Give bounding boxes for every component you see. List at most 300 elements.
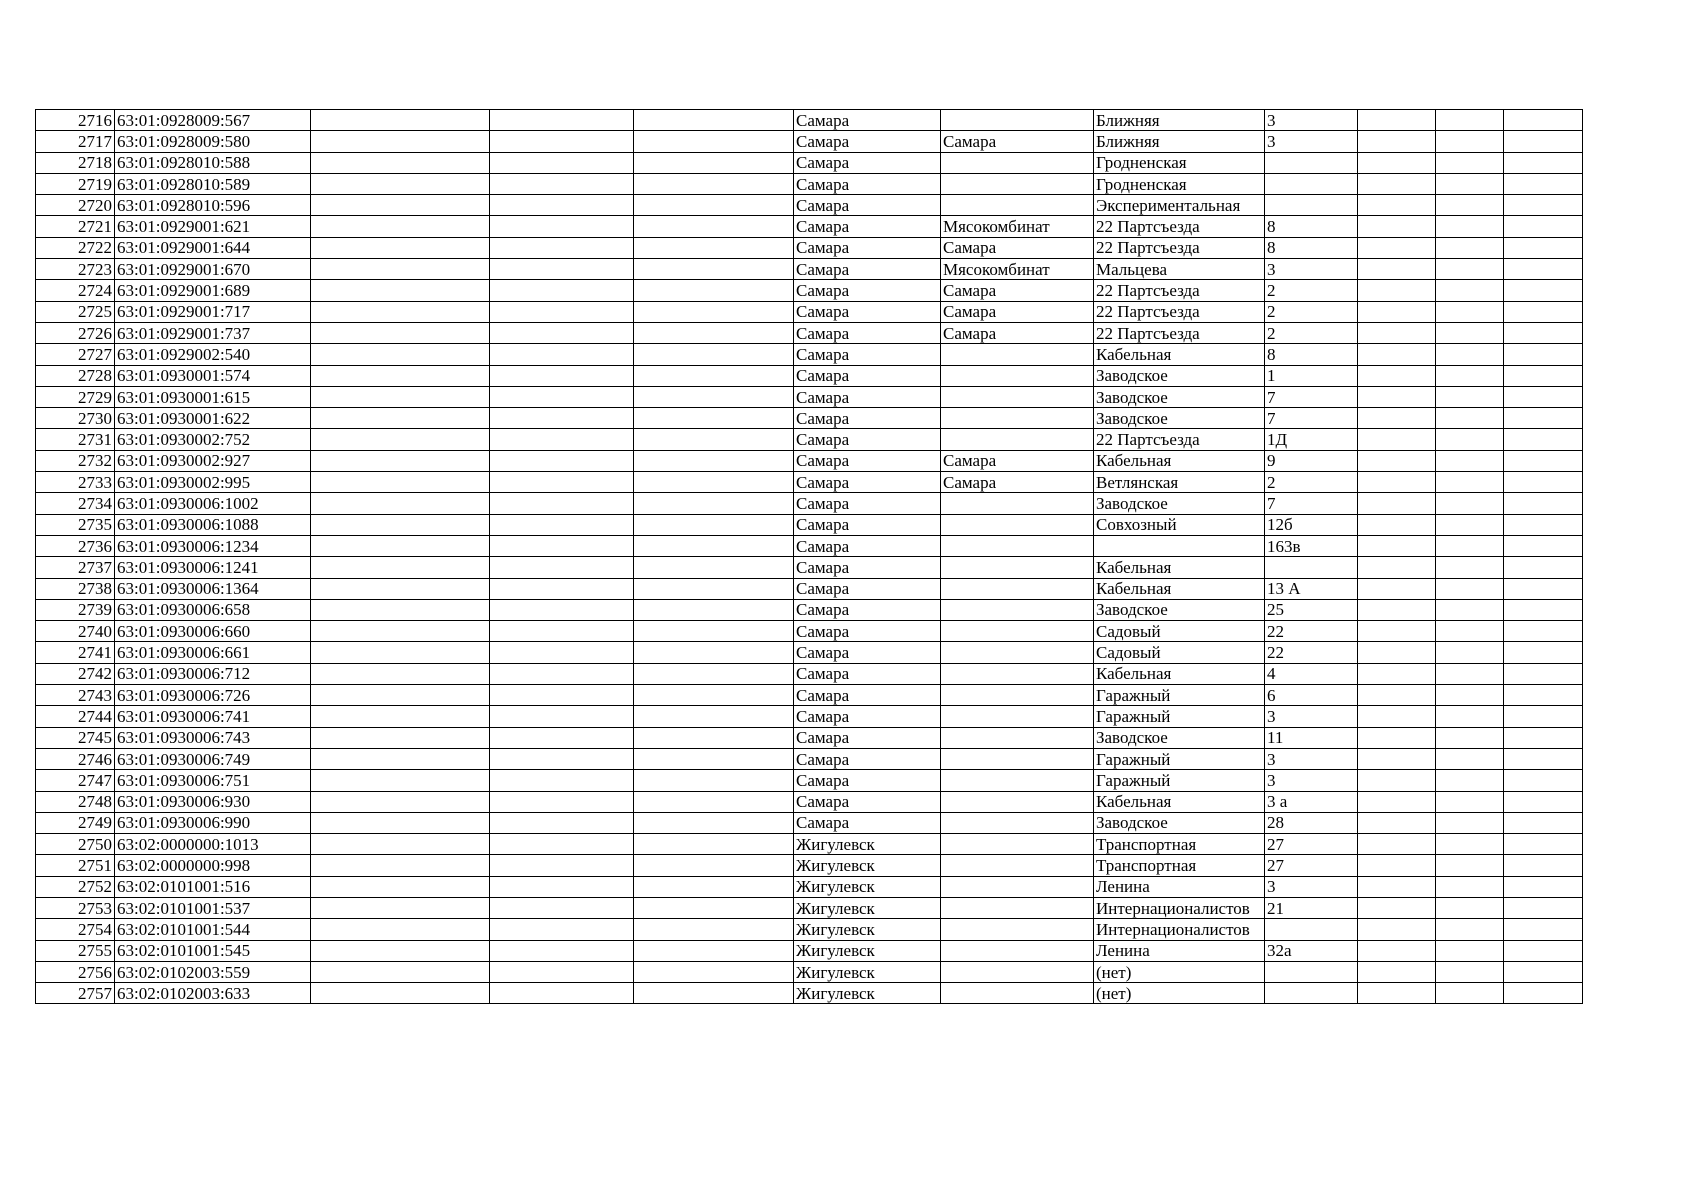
col-4-cell [490,493,634,514]
locality-cell: Самара [941,131,1094,152]
col-12-cell [1504,834,1583,855]
col-5-cell [634,301,794,322]
col-5-cell [634,855,794,876]
city-cell: Самара [794,365,941,386]
col-4-cell [490,237,634,258]
row-number-cell: 2739 [36,599,115,620]
col-3-cell [311,663,490,684]
col-3-cell [311,919,490,940]
col-12-cell [1504,493,1583,514]
cadastral-registry-table [35,109,1583,1004]
house-number-cell [1265,983,1358,1004]
col-12-cell [1504,791,1583,812]
col-3-cell [311,599,490,620]
col-5-cell [634,685,794,706]
cadastral-number-cell: 63:01:0930006:661 [115,642,311,663]
col-12-cell [1504,365,1583,386]
col-11-cell [1436,706,1504,727]
street-cell: 22 Партсъезда [1094,301,1265,322]
street-cell: Кабельная [1094,663,1265,684]
locality-cell [941,493,1094,514]
col-5-cell [634,280,794,301]
locality-cell [941,663,1094,684]
house-number-cell: 32а [1265,940,1358,961]
house-number-cell: 7 [1265,493,1358,514]
col-3-cell [311,855,490,876]
city-cell: Самара [794,110,941,131]
house-number-cell: 27 [1265,834,1358,855]
row-number-cell: 2720 [36,195,115,216]
city-cell: Самара [794,770,941,791]
col-10-cell [1358,919,1436,940]
col-12-cell [1504,429,1583,450]
col-12-cell [1504,472,1583,493]
locality-cell [941,408,1094,429]
city-cell: Самара [794,216,941,237]
col-5-cell [634,493,794,514]
street-cell: Кабельная [1094,450,1265,471]
col-3-cell [311,152,490,173]
cadastral-number-cell: 63:01:0928010:596 [115,195,311,216]
col-11-cell [1436,663,1504,684]
col-12-cell [1504,812,1583,833]
city-cell: Самара [794,685,941,706]
table-row [36,642,1583,663]
table-row [36,408,1583,429]
cadastral-number-cell: 63:01:0928009:567 [115,110,311,131]
row-number-cell: 2726 [36,322,115,343]
city-cell: Самара [794,748,941,769]
locality-cell [941,557,1094,578]
col-10-cell [1358,599,1436,620]
col-12-cell [1504,237,1583,258]
row-number-cell: 2754 [36,919,115,940]
house-number-cell: 2 [1265,280,1358,301]
city-cell: Самара [794,578,941,599]
col-4-cell [490,791,634,812]
cadastral-number-cell: 63:01:0930006:726 [115,685,311,706]
col-4-cell [490,983,634,1004]
house-number-cell: 21 [1265,897,1358,918]
street-cell: (нет) [1094,983,1265,1004]
locality-cell [941,727,1094,748]
col-11-cell [1436,897,1504,918]
locality-cell: Самара [941,450,1094,471]
col-12-cell [1504,280,1583,301]
table-row [36,237,1583,258]
street-cell: Кабельная [1094,578,1265,599]
col-4-cell [490,408,634,429]
col-5-cell [634,386,794,407]
col-12-cell [1504,322,1583,343]
col-5-cell [634,770,794,791]
table-row [36,344,1583,365]
locality-cell [941,195,1094,216]
col-12-cell [1504,621,1583,642]
cadastral-number-cell: 63:02:0101001:516 [115,876,311,897]
cadastral-number-cell: 63:01:0929001:717 [115,301,311,322]
col-5-cell [634,195,794,216]
col-10-cell [1358,514,1436,535]
table-row [36,514,1583,535]
col-3-cell [311,642,490,663]
col-4-cell [490,621,634,642]
cadastral-number-cell: 63:01:0928010:589 [115,173,311,194]
col-10-cell [1358,791,1436,812]
col-11-cell [1436,493,1504,514]
city-cell: Жигулевск [794,983,941,1004]
col-12-cell [1504,131,1583,152]
col-3-cell [311,940,490,961]
table-row [36,812,1583,833]
table-row [36,280,1583,301]
col-3-cell [311,301,490,322]
city-cell: Самара [794,727,941,748]
col-10-cell [1358,706,1436,727]
row-number-cell: 2719 [36,173,115,194]
col-11-cell [1436,685,1504,706]
city-cell: Жигулевск [794,855,941,876]
col-10-cell [1358,748,1436,769]
col-12-cell [1504,535,1583,556]
house-number-cell: 9 [1265,450,1358,471]
street-cell: 22 Партсъезда [1094,237,1265,258]
col-4-cell [490,216,634,237]
col-10-cell [1358,621,1436,642]
col-10-cell [1358,322,1436,343]
col-10-cell [1358,259,1436,280]
col-5-cell [634,110,794,131]
col-12-cell [1504,110,1583,131]
col-11-cell [1436,259,1504,280]
locality-cell [941,578,1094,599]
col-3-cell [311,535,490,556]
col-10-cell [1358,685,1436,706]
house-number-cell: 3 [1265,259,1358,280]
col-4-cell [490,557,634,578]
row-number-cell: 2735 [36,514,115,535]
street-cell: Ближняя [1094,131,1265,152]
city-cell: Самара [794,195,941,216]
row-number-cell: 2732 [36,450,115,471]
house-number-cell [1265,152,1358,173]
table-row [36,770,1583,791]
row-number-cell: 2744 [36,706,115,727]
col-11-cell [1436,855,1504,876]
row-number-cell: 2731 [36,429,115,450]
col-5-cell [634,152,794,173]
col-3-cell [311,685,490,706]
street-cell: Гродненская [1094,173,1265,194]
table-row [36,897,1583,918]
table-row [36,919,1583,940]
col-5-cell [634,940,794,961]
locality-cell [941,685,1094,706]
col-3-cell [311,429,490,450]
city-cell: Самара [794,301,941,322]
col-4-cell [490,663,634,684]
locality-cell: Самара [941,322,1094,343]
row-number-cell: 2746 [36,748,115,769]
col-11-cell [1436,152,1504,173]
col-4-cell [490,386,634,407]
table-row [36,748,1583,769]
row-number-cell: 2716 [36,110,115,131]
col-11-cell [1436,812,1504,833]
col-5-cell [634,429,794,450]
city-cell: Жигулевск [794,897,941,918]
house-number-cell: 8 [1265,237,1358,258]
col-10-cell [1358,855,1436,876]
col-10-cell [1358,450,1436,471]
col-12-cell [1504,983,1583,1004]
col-4-cell [490,685,634,706]
col-11-cell [1436,344,1504,365]
col-12-cell [1504,599,1583,620]
col-11-cell [1436,940,1504,961]
col-11-cell [1436,429,1504,450]
col-5-cell [634,216,794,237]
house-number-cell: 6 [1265,685,1358,706]
street-cell: Заводское [1094,386,1265,407]
locality-cell: Самара [941,280,1094,301]
table-row [36,365,1583,386]
col-4-cell [490,940,634,961]
table-row [36,621,1583,642]
street-cell: Ленина [1094,876,1265,897]
col-3-cell [311,110,490,131]
col-4-cell [490,855,634,876]
street-cell: Гаражный [1094,748,1265,769]
table-row [36,685,1583,706]
col-3-cell [311,173,490,194]
col-4-cell [490,812,634,833]
col-10-cell [1358,535,1436,556]
col-11-cell [1436,727,1504,748]
house-number-cell: 163в [1265,535,1358,556]
street-cell: Кабельная [1094,344,1265,365]
col-4-cell [490,642,634,663]
col-10-cell [1358,237,1436,258]
col-5-cell [634,706,794,727]
table-row [36,834,1583,855]
house-number-cell: 3 а [1265,791,1358,812]
table-row [36,110,1583,131]
table-row [36,301,1583,322]
locality-cell: Самара [941,472,1094,493]
cadastral-number-cell: 63:02:0101001:544 [115,919,311,940]
row-number-cell: 2743 [36,685,115,706]
cadastral-number-cell: 63:01:0930006:930 [115,791,311,812]
col-4-cell [490,429,634,450]
col-12-cell [1504,642,1583,663]
col-11-cell [1436,110,1504,131]
col-10-cell [1358,173,1436,194]
city-cell: Самара [794,791,941,812]
cadastral-number-cell: 63:01:0928009:580 [115,131,311,152]
col-3-cell [311,770,490,791]
col-11-cell [1436,961,1504,982]
col-4-cell [490,748,634,769]
house-number-cell [1265,961,1358,982]
locality-cell [941,173,1094,194]
cadastral-number-cell: 63:01:0930006:751 [115,770,311,791]
col-11-cell [1436,642,1504,663]
table-row [36,259,1583,280]
col-10-cell [1358,301,1436,322]
house-number-cell [1265,919,1358,940]
cadastral-number-cell: 63:01:0930006:1364 [115,578,311,599]
col-10-cell [1358,770,1436,791]
col-5-cell [634,472,794,493]
row-number-cell: 2728 [36,365,115,386]
col-4-cell [490,770,634,791]
col-4-cell [490,727,634,748]
col-10-cell [1358,429,1436,450]
table-row [36,173,1583,194]
col-3-cell [311,386,490,407]
col-5-cell [634,663,794,684]
row-number-cell: 2750 [36,834,115,855]
table-row [36,855,1583,876]
house-number-cell: 12б [1265,514,1358,535]
col-12-cell [1504,940,1583,961]
col-3-cell [311,514,490,535]
col-11-cell [1436,770,1504,791]
street-cell: Кабельная [1094,791,1265,812]
table-row [36,472,1583,493]
locality-cell [941,706,1094,727]
row-number-cell: 2756 [36,961,115,982]
row-number-cell: 2724 [36,280,115,301]
house-number-cell: 25 [1265,599,1358,620]
street-cell: Заводское [1094,408,1265,429]
row-number-cell: 2723 [36,259,115,280]
col-3-cell [311,812,490,833]
city-cell: Самара [794,493,941,514]
col-3-cell [311,897,490,918]
col-12-cell [1504,919,1583,940]
locality-cell: Самара [941,237,1094,258]
col-5-cell [634,131,794,152]
street-cell: Интернационалистов [1094,897,1265,918]
col-10-cell [1358,195,1436,216]
city-cell: Самара [794,599,941,620]
col-5-cell [634,791,794,812]
street-cell: Садовый [1094,642,1265,663]
col-12-cell [1504,450,1583,471]
col-4-cell [490,535,634,556]
house-number-cell: 22 [1265,621,1358,642]
row-number-cell: 2757 [36,983,115,1004]
city-cell: Самара [794,706,941,727]
col-11-cell [1436,535,1504,556]
cadastral-number-cell: 63:01:0930006:990 [115,812,311,833]
table-row [36,216,1583,237]
col-12-cell [1504,216,1583,237]
locality-cell [941,514,1094,535]
city-cell: Самара [794,663,941,684]
col-4-cell [490,173,634,194]
house-number-cell: 1Д [1265,429,1358,450]
cadastral-number-cell: 63:02:0101001:545 [115,940,311,961]
col-11-cell [1436,173,1504,194]
col-11-cell [1436,386,1504,407]
street-cell: Транспортная [1094,855,1265,876]
col-4-cell [490,110,634,131]
city-cell: Самара [794,535,941,556]
street-cell: Заводское [1094,599,1265,620]
col-4-cell [490,599,634,620]
col-5-cell [634,919,794,940]
col-11-cell [1436,216,1504,237]
table-row [36,429,1583,450]
table-row [36,195,1583,216]
cadastral-number-cell: 63:01:0930006:1234 [115,535,311,556]
col-11-cell [1436,131,1504,152]
locality-cell [941,855,1094,876]
col-11-cell [1436,237,1504,258]
col-11-cell [1436,322,1504,343]
col-12-cell [1504,514,1583,535]
row-number-cell: 2734 [36,493,115,514]
col-10-cell [1358,727,1436,748]
col-10-cell [1358,557,1436,578]
locality-cell [941,876,1094,897]
col-12-cell [1504,706,1583,727]
col-5-cell [634,450,794,471]
col-5-cell [634,642,794,663]
col-10-cell [1358,152,1436,173]
col-11-cell [1436,983,1504,1004]
cadastral-number-cell: 63:02:0000000:998 [115,855,311,876]
house-number-cell: 13 А [1265,578,1358,599]
city-cell: Самара [794,237,941,258]
locality-cell [941,110,1094,131]
table-row [36,599,1583,620]
col-3-cell [311,450,490,471]
cadastral-number-cell: 63:02:0101001:537 [115,897,311,918]
street-cell: Садовый [1094,621,1265,642]
col-10-cell [1358,876,1436,897]
street-cell: (нет) [1094,961,1265,982]
col-3-cell [311,280,490,301]
locality-cell [941,599,1094,620]
house-number-cell: 7 [1265,408,1358,429]
table-row [36,961,1583,982]
city-cell: Жигулевск [794,919,941,940]
col-4-cell [490,897,634,918]
table-body [36,110,1583,1004]
col-12-cell [1504,344,1583,365]
table-row [36,876,1583,897]
locality-cell [941,770,1094,791]
table-row [36,386,1583,407]
col-5-cell [634,535,794,556]
street-cell: Заводское [1094,812,1265,833]
city-cell: Жигулевск [794,834,941,855]
cadastral-number-cell: 63:01:0930006:1002 [115,493,311,514]
city-cell: Самара [794,429,941,450]
col-4-cell [490,259,634,280]
col-4-cell [490,365,634,386]
street-cell: Заводское [1094,365,1265,386]
table-row [36,152,1583,173]
cadastral-number-cell: 63:01:0930002:752 [115,429,311,450]
col-11-cell [1436,876,1504,897]
locality-cell [941,429,1094,450]
city-cell: Самара [794,408,941,429]
